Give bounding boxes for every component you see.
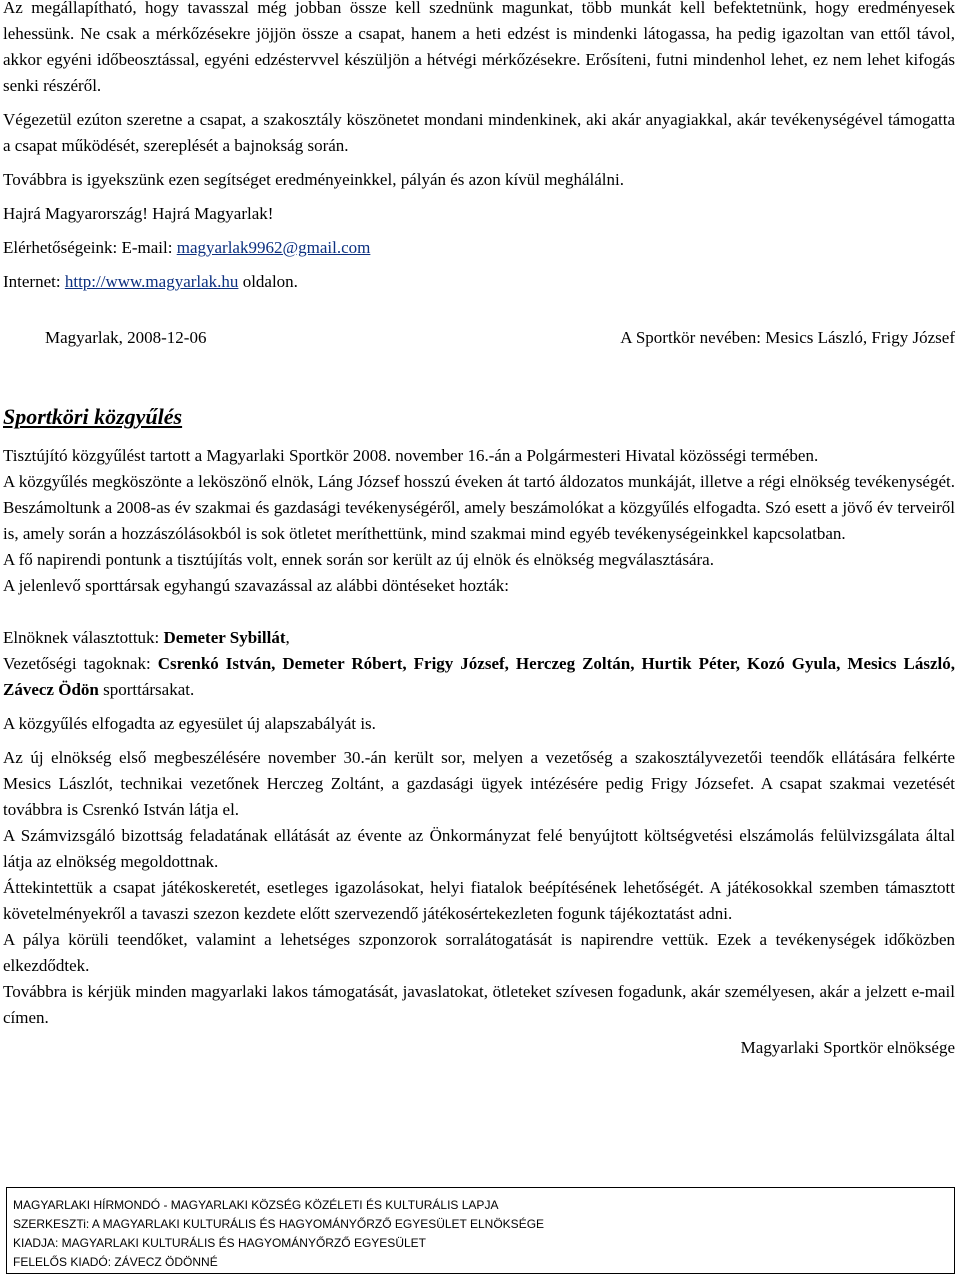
paragraph-continue: Továbbra is igyekszünk ezen segítséget eredményeinkkel, pályán és azon kívül meghálálni. bbox=[3, 170, 624, 189]
internet-label: Internet: bbox=[3, 272, 65, 291]
previous-article-ending bbox=[3, 0, 955, 295]
email-link[interactable]: magyarlak9962@gmail.com bbox=[176, 238, 371, 257]
board-suffix: sporttársakat. bbox=[98, 680, 195, 699]
board-members-line bbox=[3, 651, 955, 703]
paragraph-assembly-thanks: A közgyűlés megköszönte a leköszönő elnök, Láng József hosszú éveken át tartó áldozatos munkáját, illetve a régi elnökség tevékenységét. Beszámoltunk a 2008-as év szakmai és gazdasági tevékenységéről, amely beszámolókat a közgyűlés elfogadta. Szó esett a jövő év terveiről is, amely során a hozzászólásokból is sok ötletet meríthettünk, mind szakmai mind egyéb tevékenységeinkkel kapcsolatban. bbox=[3, 472, 955, 543]
article-signature: Magyarlaki Sportkör elnöksége bbox=[740, 1038, 955, 1057]
footer-responsible-publisher: FELELŐS KIADÓ: ZÁVECZ ÖDÖNNÉ bbox=[13, 1255, 218, 1269]
internet-suffix: oldalon. bbox=[238, 272, 298, 291]
president-suffix: , bbox=[285, 628, 290, 647]
website-link[interactable]: http://www.magyarlak.hu bbox=[64, 272, 239, 291]
contact-line bbox=[3, 235, 955, 261]
article-body bbox=[3, 443, 955, 1061]
paragraph-cheer: Hajrá Magyarország! Hajrá Magyarlak! bbox=[3, 204, 274, 223]
place-date: Magyarlak, 2008-12-06 bbox=[45, 328, 207, 347]
article-sports-club-assembly bbox=[3, 403, 955, 431]
paragraph-squad-review: Áttekintettük a csapat játékoskeretét, esetleges igazolásokat, helyi fiatalok beépítésének lehetőségét. A játékosokkal szemben támasztott követelményekről a tavaszi szezon kezdete előtt szervezendő játékosértekezleten fogunk tájékoztatást adni. bbox=[3, 878, 955, 923]
article-title: Sportköri közgyűlés bbox=[3, 404, 183, 429]
paragraph-first-meeting: Az új elnökség első megbeszélésére november 30.-án került sor, melyen a vezetőség a szakosztályvezetői teendők ellátására felkérte Mesics Lászlót, technikai vezetőnek Herczeg Zoltánt, a gazdasági ügyek intézésére pedig Frigy Józsefet. A csapat szakmai vezetését továbbra is Csrenkó István látja el. bbox=[3, 748, 955, 819]
paragraph-main-agenda: A fő napirendi pontunk a tisztújítás volt, ennek során sor került az új elnök és elnökség megválasztására. bbox=[3, 550, 714, 569]
paragraph-thanks: Végezetül ezúton szeretne a csapat, a szakosztály köszönetet mondani mindenkinek, aki akár anyagiakkal, akár tevékenységével támogatta a csapat működését, szereplését a bajnokság során. bbox=[3, 110, 955, 155]
board-label: Vezetőségi tagoknak: bbox=[3, 654, 158, 673]
paragraph-support-request: Továbbra is kérjük minden magyarlaki lakos támogatását, javaslatokat, ötleteket szívesen fogadunk, akár személyesen, akár a jelzett e-mail címen. bbox=[3, 982, 955, 1027]
president-label: Elnöknek választottuk: bbox=[3, 628, 164, 647]
signature-names: A Sportkör nevében: Mesics László, Frigy József bbox=[620, 328, 955, 347]
contact-label: Elérhetőségeink: E-mail: bbox=[3, 238, 177, 257]
footer-publication-title: MAGYARLAKI HÍRMONDÓ - MAGYARLAKI KÖZSÉG KÖZÉLETI ÉS KULTURÁLIS LAPJA bbox=[13, 1198, 499, 1212]
paragraph-spring-preparation: Az megállapítható, hogy tavasszal még jobban össze kell szednünk magunkat, több munkát kell befektetnünk, hogy eredményesek lehessünk. Ne csak a mérkőzésekre jöjjön össze a csapat, hanem a heti edzést is mindenki látogassa, ha pedig igazoltan van ettől távol, akkor egyéni időbeosztással, egyéni edzéstervvel készüljön a hétvégi mérkőzésekre. Erősíteni, futni mindenhol lehet, ez nem lehet kifogás senki részéről. bbox=[3, 0, 955, 95]
footer-editor: SZERKESZTi: A MAGYARLAKI KULTURÁLIS ÉS HAGYOMÁNYŐRZŐ EGYESÜLET ELNÖKSÉGE bbox=[13, 1217, 545, 1231]
footer-publisher: KIADJA: MAGYARLAKI KULTURÁLIS ÉS HAGYOMÁNYŐRZŐ EGYESÜLET bbox=[13, 1236, 426, 1250]
president-line bbox=[3, 625, 955, 651]
paragraph-decisions-intro: A jelenlevő sporttársak egyhangú szavazással az alábbi döntéseket hozták: bbox=[3, 576, 510, 595]
paragraph-assembly-intro: Tisztújító közgyűlést tartott a Magyarlaki Sportkör 2008. november 16.-án a Polgármesteri Hivatal közösségi termében. bbox=[3, 446, 819, 465]
paragraph-pitch-tasks: A pálya körüli teendőket, valamint a lehetséges szponzorok sorralátogatását is napirendre vettük. Ezek a tevékenységek időközben elkezdődtek. bbox=[3, 930, 955, 975]
paragraph-bylaws: A közgyűlés elfogadta az egyesület új alapszabályát is. bbox=[3, 714, 376, 733]
internet-line bbox=[3, 269, 955, 295]
president-name: Demeter Sybillát bbox=[163, 628, 286, 647]
publication-footer bbox=[6, 1187, 955, 1274]
board-names: Csrenkó István, Demeter Róbert, Frigy József, Herczeg Zoltán, Hurtik Péter, Kozó Gyula, Mesics László, Závecz Ödön bbox=[3, 654, 955, 699]
paragraph-audit-committee: A Számvizsgáló bizottság feladatának ellátását az évente az Önkormányzat felé benyújtott költségvetési elszámolás felülvizsgálata által látja az elnökség megoldottnak. bbox=[3, 826, 955, 871]
